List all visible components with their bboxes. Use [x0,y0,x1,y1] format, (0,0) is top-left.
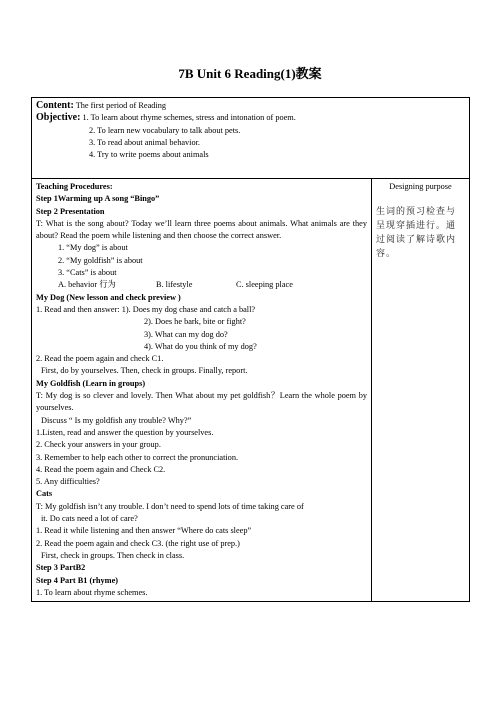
content-label: Content: [36,100,74,111]
choose-item: 3. “Cats” is about [58,268,117,278]
goldfish-item: 1.Listen, read and answer the question by yourselves. [36,427,214,437]
cats-text: T: My goldfish isn’t any trouble. I don’t need to spend lots of time taking care of [36,501,304,511]
option-a: A. behavior 行为 [58,280,116,290]
procedures-cell [32,179,372,602]
choose-item: 2. “My goldfish” is about [58,255,143,265]
goldfish-item: 5. Any difficulties? [36,477,100,487]
goldfish-heading: My Goldfish (Learn in groups) [36,378,146,388]
document-title: 7B Unit 6 Reading(1)教案 [178,66,322,81]
step4-line: Step 4 Part B1 (rhyme) [36,575,119,585]
objective-label: Objective: [36,112,81,124]
goldfish-item: 3. Remember to help each other to correct the pronunciation. [36,452,239,462]
procedures-heading: Teaching Procedures: [36,182,113,191]
mydog-question: 4). What do you think of my dog? [144,341,257,351]
mydog-item: 2. Read the poem again and check C1. [36,354,164,364]
mydog-note: First, do by yourselves. Then, check in groups. Finally, report. [41,366,248,376]
goldfish-text: T: My dog is so clever and lovely. Then What about my pet goldfish？Learn the whole poem by yourselves. [36,391,367,413]
cats-text: it. Do cats need a lot of care? [41,514,138,524]
mydog-heading: My Dog (New lesson and check preview ) [36,292,181,302]
choose-item: 1. “My dog” is about [58,243,128,253]
lesson-plan-table [31,97,470,602]
goldfish-item: 2. Check your answers in your group. [36,440,161,450]
purpose-cell [372,179,470,602]
mydog-question: 2). Does he bark, bite or fight? [144,317,246,327]
purpose-text: 生词的预习检查与呈现穿插进行。通过阅读了解诗歌内容。 [376,207,457,260]
mydog-item: 1. Read and then answer: 1). Does my dog chase and catch a ball? [36,304,256,314]
purpose-heading: Designing purpose [389,182,452,191]
objective-item: 3. To read about animal behavior. [89,137,201,147]
goldfish-discuss: Discuss “ Is my goldfish any trouble? Why?” [41,415,192,425]
step3-line: Step 3 PartB2 [36,563,86,573]
procedures-row [32,179,470,602]
option-b: B. lifestyle [156,280,193,290]
step2-text: T: What is the song about? Today we’ll learn three poems about animals. What animals are they about? Read the poem while listening and then choose the correct answer. [36,218,367,241]
content-objective-cell [32,98,470,179]
content-row [32,98,470,179]
cats-item: 1. Read it while listening and then answer “Where do cats sleep” [36,526,252,536]
cats-note: First, check in groups. Then check in class. [41,550,185,560]
goldfish-item: 4. Read the poem again and Check C2. [36,464,166,474]
objective-item: 4. Try to write poems about animals [89,150,209,160]
step2-line: Step 2 Presentation [36,206,105,216]
content-text: The first period of Reading [73,101,167,110]
answer-options [36,279,367,291]
step4-item: 1. To learn about rhyme schemes. [36,587,148,597]
cats-item: 2. Read the poem again and check C3. (the right use of prep.) [36,538,240,548]
step1-line: Step 1Warming up A song “Bingo” [36,194,160,204]
option-c: C. sleeping place [236,280,293,290]
objective-item: 2. To learn new vocabulary to talk about pets. [89,125,241,135]
mydog-question: 3). What can my dog do? [144,329,228,339]
objective-item: 1. To learn about rhyme schemes, stress and intonation of poem. [80,113,296,123]
cats-heading: Cats [36,489,53,499]
